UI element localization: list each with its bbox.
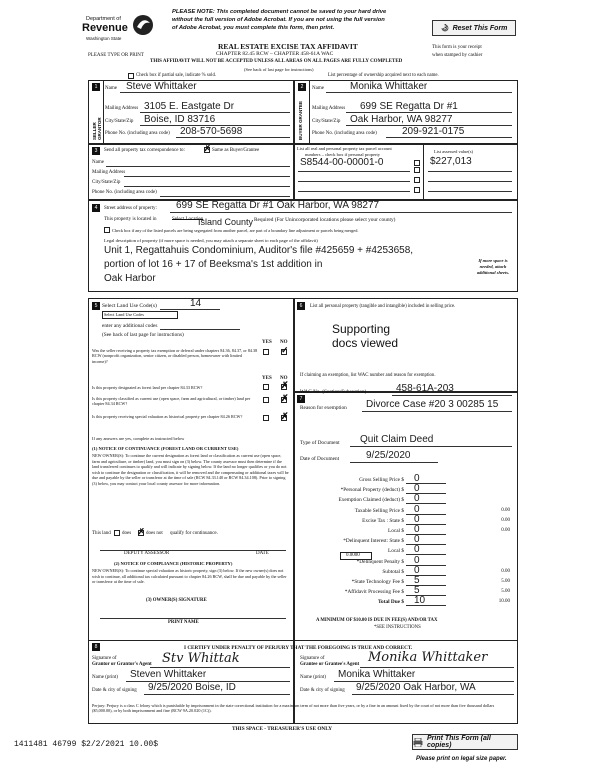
- legal-description-label: Legal description of property (if more space is needed, you may attach a separate sheet to each page of the affidavit): [104, 238, 318, 243]
- grantee-date-value[interactable]: 9/25/2020 Oak Harbor, WA: [356, 682, 476, 693]
- same-as-buyer-label: Same as Buyer/Grantee: [212, 148, 260, 153]
- section-6-marker: 6: [297, 302, 305, 310]
- fee-line: [406, 493, 446, 494]
- grantor-sig-label-a: Signature of: [92, 656, 117, 661]
- reset-form-label: Reset This Form: [452, 24, 508, 32]
- grantor-signature[interactable]: Stv Whittak: [162, 651, 240, 666]
- dor-logo: [80, 12, 160, 48]
- print-form-button[interactable]: [412, 734, 518, 750]
- q1-yes-checkbox[interactable]: [263, 349, 269, 355]
- fee-label: Total Due $: [378, 599, 404, 606]
- grantor-name-value[interactable]: Steven Whittaker: [130, 669, 207, 680]
- logo-dept: Department of: [86, 16, 121, 22]
- fee-handwritten[interactable]: 0: [414, 473, 420, 484]
- fee-label: *State Technology Fee $: [351, 579, 404, 585]
- fee-label: Taxable Selling Price $: [354, 507, 404, 514]
- fee-label: Excise Tax : State $: [362, 517, 404, 524]
- located-in-label: This property is located in: [104, 217, 157, 222]
- fee-printed-value: 5.00: [501, 589, 510, 595]
- segregated-checkbox[interactable]: [104, 227, 110, 233]
- print-name-label: PRINT NAME: [168, 620, 199, 625]
- fee-line: [406, 503, 446, 504]
- more-space-note: If more space is needed, attach additional sheets.: [476, 258, 510, 275]
- seller-address-value[interactable]: 3105 E. Eastgate Dr: [144, 101, 235, 112]
- supporting-docs-value[interactable]: Supporting docs viewed: [332, 322, 399, 350]
- yes-header-2: YES: [262, 376, 272, 381]
- revenue-swirl-icon: [132, 13, 154, 37]
- county-select[interactable]: Island County: [198, 217, 254, 227]
- fee-handwritten[interactable]: 5: [414, 585, 420, 597]
- logo-revenue: Revenue: [82, 22, 128, 34]
- section-4-marker: 4: [92, 204, 100, 212]
- this-land-label: This land: [92, 531, 111, 536]
- corr-name-label: Name: [92, 160, 104, 165]
- land-use-code-value[interactable]: 14: [190, 298, 202, 309]
- fee-line: [406, 595, 446, 596]
- required-note: Required (For Unincorporated locations please select your county): [254, 217, 396, 223]
- does-not-label: does not: [146, 531, 163, 536]
- buyer-grantee-label: BUYER GRANTEE: [298, 100, 303, 140]
- document-date-value[interactable]: 9/25/2020: [366, 450, 411, 461]
- section-5-marker: 5: [92, 302, 100, 310]
- q1-no-check-mark: ✓: [281, 345, 289, 355]
- perjury-statement: Perjury: Perjury is a class C felony which is punishable by imprisonment in the state correctional institution for a maximum term of not more than five years, or by a fine in an amount fixed by the court of not more than five thousand dollars ($5,000.00), or by both imprisonment and fine (RCW 9A.20.020 (1C)).: [92, 703, 495, 714]
- compliance-text: NEW OWNER(S): To continue special valuation as historic property, sign (3) below. If the new owner(s) does not wish to continue, all additional tax calculated pursuant to chapter 84.26 RCW, shall be due and payable by the seller or transferor at the time of sale.: [92, 568, 287, 585]
- does-not-check-mark: ✗: [138, 527, 145, 536]
- current-use-question: Is this property classified as current use (open space, farm and agricultural, or timber) land per chapter 84.34 RCW?: [92, 396, 251, 407]
- qualify-label: qualify for continuance.: [170, 531, 218, 536]
- fee-label: *Personal Property (deduct) $: [340, 487, 404, 494]
- treasurer-use-only: THIS SPACE - TREASURER'S USE ONLY: [232, 726, 333, 732]
- see-last-page: (See back of last page for instructions): [244, 67, 314, 72]
- certify-statement: I CERTIFY UNDER PENALTY OF PERJURY THAT THE FOREGOING IS TRUE AND CORRECT.: [184, 645, 413, 651]
- seller-grantor-label: SELLER GRANTOR: [92, 117, 102, 140]
- q3-no-check-mark: ✗: [281, 393, 289, 403]
- seller-phone-label: Phone No. (including area code): [105, 131, 170, 136]
- fee-line: [406, 514, 446, 515]
- fee-line: [406, 544, 446, 545]
- document-type-label: Type of Document: [300, 440, 340, 446]
- fee-handwritten[interactable]: 10: [414, 595, 426, 607]
- parcel-header-1: List all real and personal property tax parcel account: [297, 146, 392, 151]
- historic-question: Is this property receiving special valuation as historical property per chapter 84.26 RCW?: [92, 414, 243, 419]
- fee-line: [406, 483, 446, 484]
- grantee-sig-label-c: Grantee or Grantee's Agent: [300, 662, 360, 667]
- grantor-date-label: Date & city of signing: [92, 688, 137, 693]
- personal-property-checkbox-3[interactable]: [414, 177, 420, 183]
- fee-line: [406, 585, 446, 586]
- fee-printed-value: 0.00: [501, 528, 510, 533]
- land-use-label: Select Land Use Code(s): [102, 303, 157, 309]
- fee-handwritten[interactable]: 0: [414, 564, 420, 576]
- note-line-3: of Adobe Acrobat, you must complete this form, then print.: [172, 25, 335, 31]
- corr-city-label: City/State/Zip: [92, 180, 121, 185]
- additional-codes-label: enter any additional codes: [102, 323, 158, 329]
- parcel-number-value[interactable]: S8544-00-00001-0: [300, 157, 384, 168]
- exemption-reason-value[interactable]: Divorce Case #20 3 00285 15: [366, 399, 499, 410]
- q2-no-check-mark: ✗: [281, 380, 289, 390]
- section-3-marker: 3: [92, 147, 100, 155]
- list-percentage: List percentage of ownership acquired next to each name.: [328, 73, 439, 78]
- document-type-value[interactable]: Quit Claim Deed: [360, 434, 434, 445]
- fee-label: Gross Selling Price $: [359, 477, 404, 483]
- legal-description-line-3[interactable]: Oak Harbor: [104, 273, 156, 284]
- buyer-city-label: City/State/Zip: [312, 119, 341, 124]
- fee-handwritten[interactable]: 5: [414, 575, 420, 586]
- seller-phone-value[interactable]: 208-570-5698: [180, 126, 243, 137]
- section-1-marker: 1: [92, 83, 100, 91]
- no-header: NO: [280, 340, 288, 345]
- logo-state: Washington State: [86, 36, 122, 41]
- personal-property-checkbox[interactable]: [414, 160, 420, 166]
- seller-city-label: City/State/Zip: [105, 119, 134, 124]
- if-yes-instruction: If any answers are yes, complete as instructed below: [92, 436, 185, 441]
- section-2-marker: 2: [298, 83, 306, 91]
- assessed-header: List assessed value(s): [434, 149, 473, 154]
- fee-label: *Affidavit Processing Fee $: [344, 589, 404, 596]
- assessor-date-label: DATE: [256, 551, 269, 556]
- receipt-line-1: This form is your receipt: [432, 45, 482, 50]
- deputy-assessor-label: DEPUTY ASSESSOR: [124, 551, 170, 556]
- see-back-instructions: (See back of last page for instructions): [102, 332, 184, 338]
- send-tax-label: Send all property tax correspondence to:: [104, 148, 185, 153]
- continuance-text: NEW OWNER(S): To continue the current designation as forest land or classification as current use (open space, farm and agriculture, or timber) land, you must sign on (3) below. The county assessor must then determine if the land transferred continues to qualify and will indicate by signing below. If the land no longer qualifies or you do not wish to continue the designation or classification, it will be removed and the compensating or additional taxes will be due and payable by the seller or transferor at the time of sale (RCW 84.33.140 or RCW 84.34.108). Prior to signing (3) below, you may contact your local county assessor for more information.: [92, 453, 289, 486]
- buyer-name-value[interactable]: Monika Whittaker: [350, 81, 428, 92]
- location-select-placeholder: Select Location: [172, 217, 204, 222]
- fee-line: [406, 524, 446, 525]
- continuance-title: (1) NOTICE OF CONTINUANCE (FOREST LAND OR CURRENT USE): [92, 446, 239, 451]
- grantee-date-label: Date & city of signing: [300, 688, 345, 693]
- fee-handwritten[interactable]: 0: [414, 503, 420, 515]
- seller-name-line: [120, 92, 290, 93]
- wac-label: WAC No. (Section/Subsection): [300, 389, 367, 395]
- fee-label: Local $: [387, 528, 404, 534]
- fee-handwritten[interactable]: 0: [414, 554, 420, 566]
- buyer-phone-label: Phone No. (including area code): [312, 131, 377, 136]
- seller-city-value[interactable]: Boise, ID 83716: [144, 114, 216, 125]
- fee-line: [406, 605, 446, 606]
- parcel-header-2: numbers – check box if personal property: [305, 152, 380, 157]
- buyer-name-label: Name: [312, 86, 324, 91]
- corr-address-label: Mailing Address: [92, 170, 126, 175]
- no-header-2: NO: [280, 376, 288, 381]
- buyer-phone-value[interactable]: 209-921-0175: [402, 126, 465, 137]
- fee-line: [406, 534, 446, 535]
- corr-phone-label: Phone No. (including area code): [92, 190, 157, 195]
- fee-handwritten[interactable]: 0: [414, 524, 420, 535]
- grantor-name-label: Name (print): [92, 675, 118, 680]
- fee-label: Subtotal $: [382, 568, 404, 575]
- partial-sale-checkbox[interactable]: [128, 73, 134, 79]
- does-checkbox[interactable]: [114, 530, 120, 536]
- minimum-due-note: A MINIMUM OF $10.00 IS DUE IN FEE(S) AND/OR TAX: [316, 618, 438, 623]
- fee-handwritten[interactable]: 0: [414, 483, 420, 495]
- grantor-sig-label-b: Grantor or Grantor's Agent: [92, 662, 152, 667]
- yes-header: YES: [262, 340, 272, 345]
- grantee-name-label: Name (print): [300, 675, 326, 680]
- fee-line: [406, 565, 446, 566]
- seller-name-value[interactable]: Steve Whittaker: [126, 81, 197, 92]
- exemption-question: Was the seller receiving a property tax exemption or deferral under chapters 84.36, 84.37, or 84.38 RCW (nonprofit organization, senior citizen, or disabled person, homeowner with limited income)?: [92, 348, 258, 364]
- section-7-marker: 7: [297, 395, 305, 403]
- personal-property-checkbox-2[interactable]: [414, 167, 420, 173]
- q3-yes-checkbox[interactable]: [263, 397, 269, 403]
- section-8-marker: 8: [92, 643, 100, 651]
- same-as-buyer-check-mark: ✗: [204, 144, 211, 153]
- partial-sale-label: Check box if partial sale, indicate % sold.: [136, 73, 217, 78]
- reset-form-button[interactable]: [432, 20, 516, 36]
- q4-no-check-mark: ✗: [281, 411, 289, 421]
- note-line-1: PLEASE NOTE: This completed document cannot be saved to your hard drive: [172, 9, 387, 15]
- buyer-address-value[interactable]: 699 SE Regatta Dr #1: [360, 101, 458, 112]
- fee-line: [406, 554, 446, 555]
- form-chapter: CHAPTER 82.45 RCW – CHAPTER 458-61A WAC: [216, 51, 334, 57]
- personal-property-checkbox-4[interactable]: [414, 187, 420, 193]
- legal-description-line-2[interactable]: portion of lot 16 + 17 of Beeksma's 1st addition in: [104, 259, 323, 270]
- legal-size-note: Please print on legal size paper.: [416, 756, 507, 762]
- fee-label: Local $: [387, 548, 404, 555]
- does-label: does: [122, 531, 132, 536]
- street-address-value[interactable]: 699 SE Regatta Dr #1 Oak Harbor, WA 98277: [176, 200, 380, 211]
- recording-stamp: 1411481 46799 $2/2/2021 10.00$: [14, 740, 159, 749]
- personal-property-label: List all personal property (tangible and intangible) included in selling price.: [310, 304, 456, 309]
- fee-printed-value: 5.00: [501, 579, 510, 584]
- fee-printed-value: 0.00: [501, 507, 510, 513]
- seller-name-label: Name: [105, 86, 117, 91]
- segregated-label: Check box if any of the listed parcels are being segregated from another parcel, are part of a boundary line adjustment or parcels being merged.: [112, 228, 359, 233]
- buyer-city-value[interactable]: Oak Harbor, WA 98277: [350, 114, 453, 125]
- fee-label: *Delinquent Interest: State $: [343, 538, 404, 545]
- forest-land-question: Is this property designated as forest land per chapter 84.33 RCW?: [92, 385, 203, 390]
- fee-handwritten[interactable]: 0: [414, 544, 420, 556]
- exemption-reason-label: Reason for exemption: [300, 405, 347, 411]
- fee-handwritten[interactable]: 0: [414, 513, 420, 525]
- local-rate-value: 0.0000: [346, 553, 360, 558]
- note-line-2: without the full version of Adobe Acrobat. If you are not using the full version: [172, 17, 385, 23]
- fee-handwritten[interactable]: 0: [414, 493, 420, 505]
- see-instructions-note: *SEE INSTRUCTIONS: [374, 625, 421, 630]
- wac-value[interactable]: 458-61A-203: [396, 383, 454, 394]
- buyer-address-label: Mailing Address: [312, 106, 346, 111]
- q2-yes-checkbox[interactable]: [263, 384, 269, 390]
- not-accepted-notice: THIS AFFIDAVIT WILL NOT BE ACCEPTED UNLESS ALL AREAS ON ALL PAGES ARE FULLY COMPLETED: [150, 59, 403, 64]
- grantee-name-value[interactable]: Monika Whittaker: [338, 669, 416, 680]
- grantee-sig-label-a: Signature of: [300, 656, 325, 661]
- fee-printed-value: 0.00: [501, 568, 510, 574]
- claim-exemption-label: If claiming an exemption, list WAC number and reason for exemption.: [300, 373, 436, 378]
- receipt-line-2: when stamped by cashier: [432, 53, 483, 58]
- type-or-print: PLEASE TYPE OR PRINT: [88, 53, 144, 58]
- document-date-label: Date of Document: [300, 456, 340, 462]
- street-address-label: Street address of property:: [104, 206, 157, 211]
- form-title: REAL ESTATE EXCISE TAX AFFIDAVIT: [218, 42, 358, 51]
- seller-address-label: Mailing Address: [105, 106, 139, 111]
- print-form-label: Print This Form (all copies): [426, 735, 491, 749]
- fee-printed-value: 10.00: [498, 599, 510, 605]
- owner-signature-label: (3) OWNER(S) SIGNATURE: [146, 598, 207, 603]
- grantor-date-value[interactable]: 9/25/2020 Boise, ID: [148, 682, 236, 693]
- fee-line: [406, 575, 446, 576]
- fee-label: Exemption Claimed (deduct) $: [338, 497, 404, 504]
- compliance-title: (2) NOTICE OF COMPLIANCE (HISTORIC PROPERTY): [114, 561, 233, 566]
- legal-description-line-1[interactable]: Unit 1, Regattahuis Condominium, Auditor's file #425659 + #4253658,: [104, 245, 414, 256]
- fee-printed-value: 0.00: [501, 517, 510, 523]
- land-use-dropdown-label: Select Land Use Codes: [104, 312, 144, 317]
- printer-icon: [413, 738, 423, 747]
- q4-yes-checkbox[interactable]: [263, 415, 269, 421]
- assessed-value[interactable]: $227,013: [430, 156, 472, 167]
- fee-handwritten[interactable]: 0: [414, 534, 420, 546]
- fee-label: *Delinquent Penalty $: [356, 558, 404, 565]
- grantee-signature[interactable]: Monika Whittaker: [368, 650, 488, 665]
- reset-icon: [441, 24, 449, 32]
